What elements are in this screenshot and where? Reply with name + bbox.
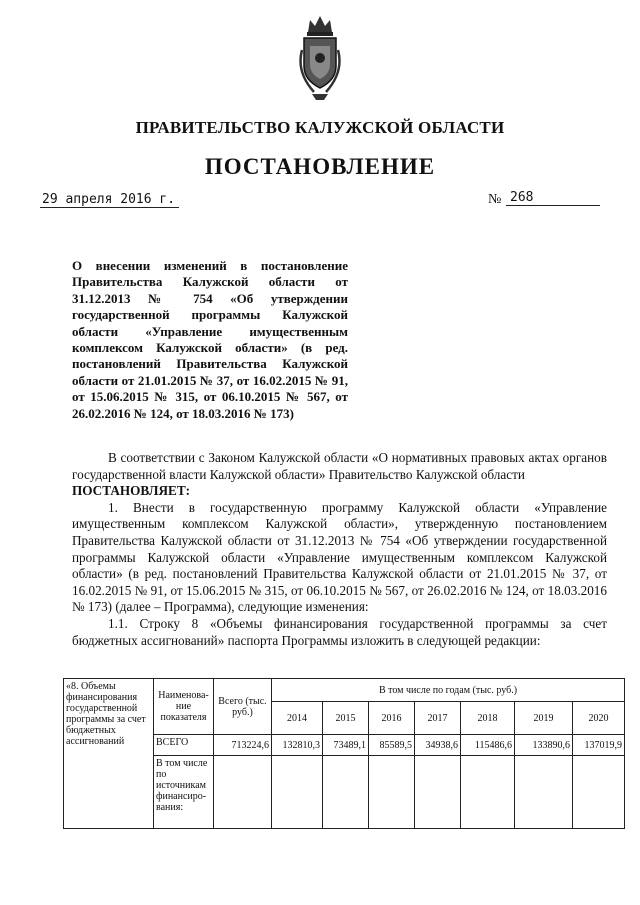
document-number: 268 xyxy=(506,190,600,206)
col-name-header: Наименова-ние показателя xyxy=(154,679,214,735)
coat-of-arms-emblem xyxy=(296,10,344,110)
empty-cell xyxy=(214,756,272,829)
year-value-cell: 115486,6 xyxy=(461,735,515,756)
empty-cell xyxy=(461,756,515,829)
year-header: 2018 xyxy=(461,702,515,735)
decree-word: ПОСТАНОВЛЯЕТ: xyxy=(72,483,191,499)
table-header-row xyxy=(64,679,625,702)
year-value-cell: 34938,6 xyxy=(415,735,461,756)
total-label-cell: ВСЕГО xyxy=(154,735,214,756)
year-header: 2017 xyxy=(415,702,461,735)
item-1-1-paragraph: 1.1. Строку 8 «Объемы финансирования государственной программы за счет бюджетных ассигнований» паспорта Программы изложить в следующей редакции: xyxy=(72,615,607,648)
financing-table xyxy=(63,678,625,829)
year-header: 2019 xyxy=(515,702,573,735)
document-type-title: ПОСТАНОВЛЕНИЕ xyxy=(204,154,436,179)
row-label-cell: «8. Объемы финансирования государственной программы за счет бюджетных ассигнований xyxy=(64,679,154,829)
government-title: ПРАВИТЕЛЬСТВО КАЛУЖСКОЙ ОБЛАСТИ xyxy=(135,118,505,137)
col-years-header: В том числе по годам (тыс. руб.) xyxy=(272,679,625,702)
item-1-paragraph: 1. Внести в государственную программу Калужской области «Управление имущественным комплексом Калужской области», утвержденную постановлением Правительства Калужской области от 31.12.2013 № 754 «Об утверждении государственной программы Калужской области «Управление имущественным комплексом Калужской области» (в ред. постановлений Правительства Калужской области от 21.01.2015 № 37, от 16.02.2015 № 91, от 15.06.2015 № 315, от 06.10.2015 № 567, от 26.02.2016 № 124, от 18.03.2016 № 173) (далее – Программа), следующие изменения: xyxy=(72,499,607,615)
year-value-cell: 85589,5 xyxy=(369,735,415,756)
year-value-cell: 73489,1 xyxy=(323,735,369,756)
year-header: 2016 xyxy=(369,702,415,735)
document-date: 29 апреля 2016 г. xyxy=(40,192,179,208)
empty-cell xyxy=(573,756,625,829)
empty-cell xyxy=(323,756,369,829)
year-header: 2015 xyxy=(323,702,369,735)
col-total-header: Всего (тыс. руб.) xyxy=(214,679,272,735)
document-subject: О внесении изменений в постановление Правительства Калужской области от 31.12.2013 № 754 «Об утверждении государственной программы Калужской области «Управление имущественным комплексом Калужской области» (в ред. постановлений Правительства Калужской области от 21.01.2015 № 37, от 16.02.2015 № 91, от 15.06.2015 № 315, от 06.10.2015 № 567, от 26.02.2016 № 124, от 18.03.2016 № 173) xyxy=(72,258,348,421)
number-sign: № xyxy=(488,192,502,207)
empty-cell xyxy=(515,756,573,829)
sources-label-cell: В том числе по источникам финансиро-вания: xyxy=(154,756,214,829)
total-value-cell: 713224,6 xyxy=(214,735,272,756)
document-body xyxy=(72,450,607,649)
year-value-cell: 133890,6 xyxy=(515,735,573,756)
intro-paragraph: В соответствии с Законом Калужской области «О нормативных правовых актах органов государственной власти Калужской области» Правительство Калужской области xyxy=(72,450,607,482)
year-header: 2020 xyxy=(573,702,625,735)
year-value-cell: 137019,9 xyxy=(573,735,625,756)
year-value-cell: 132810,3 xyxy=(272,735,323,756)
year-header: 2014 xyxy=(272,702,323,735)
empty-cell xyxy=(369,756,415,829)
empty-cell xyxy=(415,756,461,829)
empty-cell xyxy=(272,756,323,829)
